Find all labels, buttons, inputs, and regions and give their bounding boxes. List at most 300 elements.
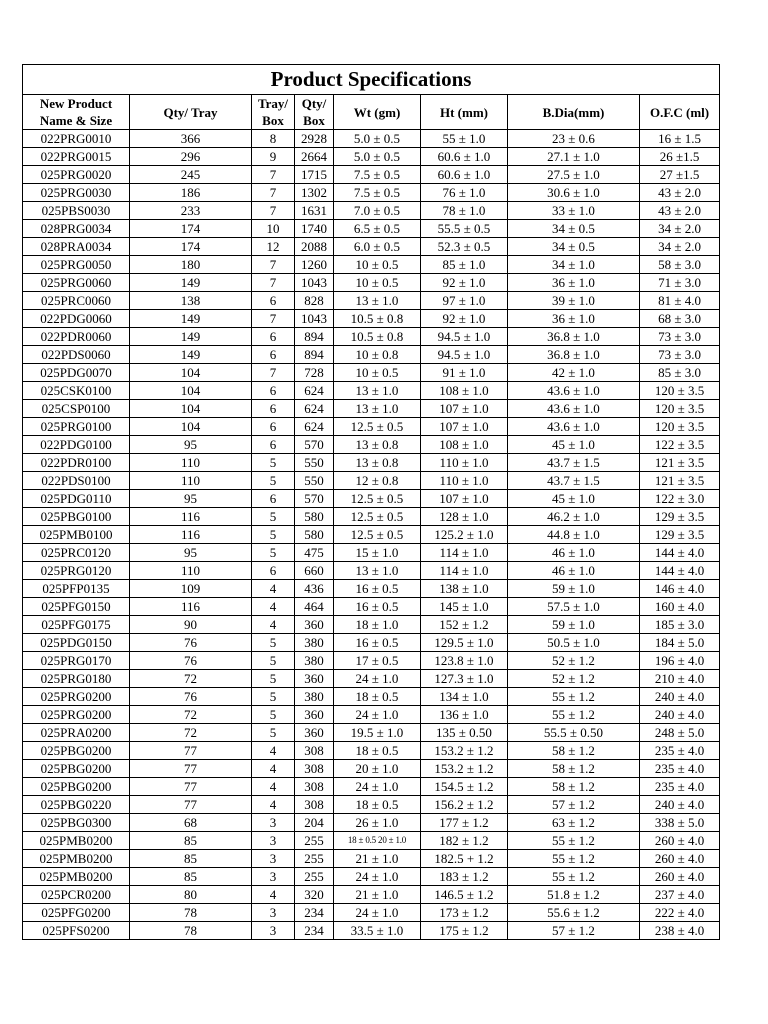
- table-cell: 7: [252, 310, 295, 328]
- table-row: [23, 688, 720, 706]
- table-cell: 5: [252, 526, 295, 544]
- table-cell: 114 ± 1.0: [421, 562, 508, 580]
- table-cell: 153.2 ± 1.2: [421, 760, 508, 778]
- table-cell: 122 ± 3.5: [640, 436, 720, 454]
- table-cell: 60.6 ± 1.0: [421, 166, 508, 184]
- table-body: [23, 130, 720, 940]
- table-cell: 110 ± 1.0: [421, 454, 508, 472]
- table-cell: 44.8 ± 1.0: [508, 526, 640, 544]
- table-cell: 134 ± 1.0: [421, 688, 508, 706]
- table-cell: 109: [130, 580, 252, 598]
- table-row: [23, 580, 720, 598]
- table-cell: 7: [252, 166, 295, 184]
- table-cell: 27.5 ± 1.0: [508, 166, 640, 184]
- table-cell: 025PFG0150: [23, 598, 130, 616]
- table-cell: 110: [130, 562, 252, 580]
- table-cell: 6.5 ± 0.5: [334, 220, 421, 238]
- table-row: [23, 472, 720, 490]
- table-cell: 85: [130, 832, 252, 850]
- table-cell: 7.0 ± 0.5: [334, 202, 421, 220]
- table-cell: 17 ± 0.5: [334, 652, 421, 670]
- table-cell: 114 ± 1.0: [421, 544, 508, 562]
- table-row: [23, 778, 720, 796]
- table-cell: 77: [130, 796, 252, 814]
- table-cell: 55 ± 1.2: [508, 688, 640, 706]
- column-header-line: New Product: [39, 96, 113, 111]
- table-cell: 360: [295, 724, 334, 742]
- table-cell: 025PBG0200: [23, 742, 130, 760]
- table-title-row: [23, 65, 720, 95]
- column-header-line: Box: [262, 113, 284, 128]
- table-cell: 10 ± 0.5: [334, 274, 421, 292]
- table-cell: 72: [130, 670, 252, 688]
- table-cell: 24 ± 1.0: [334, 778, 421, 796]
- table-cell: 025PDG0150: [23, 634, 130, 652]
- table-cell: 308: [295, 760, 334, 778]
- table-cell: 104: [130, 418, 252, 436]
- column-header-line: Qty/ Tray: [163, 104, 218, 120]
- table-cell: 34 ± 2.0: [640, 220, 720, 238]
- table-cell: 36.8 ± 1.0: [508, 328, 640, 346]
- table-cell: 4: [252, 742, 295, 760]
- table-cell: 3: [252, 868, 295, 886]
- table-cell: 308: [295, 796, 334, 814]
- table-cell: 308: [295, 742, 334, 760]
- table-cell: 34 ± 0.5: [508, 238, 640, 256]
- table-cell: 6: [252, 400, 295, 418]
- table-cell: 624: [295, 418, 334, 436]
- table-cell: 116: [130, 598, 252, 616]
- table-cell: 5: [252, 706, 295, 724]
- table-row: [23, 796, 720, 814]
- table-cell: 248 ± 5.0: [640, 724, 720, 742]
- table-cell: 174: [130, 220, 252, 238]
- table-cell: 6: [252, 346, 295, 364]
- table-row: [23, 364, 720, 382]
- table-cell: 52 ± 1.2: [508, 670, 640, 688]
- table-cell: 57.5 ± 1.0: [508, 598, 640, 616]
- table-cell: 022PDG0100: [23, 436, 130, 454]
- column-header: [23, 95, 130, 130]
- table-cell: 022PRG0015: [23, 148, 130, 166]
- table-cell: 77: [130, 778, 252, 796]
- table-cell: 235 ± 4.0: [640, 760, 720, 778]
- table-cell: 153.2 ± 1.2: [421, 742, 508, 760]
- table-cell: 43.7 ± 1.5: [508, 472, 640, 490]
- table-cell: 8: [252, 130, 295, 148]
- table-row: [23, 256, 720, 274]
- table-cell: 16 ± 1.5: [640, 130, 720, 148]
- table-cell: 45 ± 1.0: [508, 490, 640, 508]
- table-row: [23, 634, 720, 652]
- table-cell: 13 ± 1.0: [334, 400, 421, 418]
- column-header: [295, 95, 334, 130]
- table-cell: 9: [252, 148, 295, 166]
- table-cell: 7: [252, 364, 295, 382]
- table-cell: 6: [252, 562, 295, 580]
- table-cell: 18 ± 0.5 20 ± 1.0: [334, 832, 421, 850]
- table-cell: 025PRC0060: [23, 292, 130, 310]
- table-cell: 110 ± 1.0: [421, 472, 508, 490]
- table-cell: 238 ± 4.0: [640, 922, 720, 940]
- table-cell: 025PCR0200: [23, 886, 130, 904]
- table-row: [23, 814, 720, 832]
- table-cell: 025PFG0200: [23, 904, 130, 922]
- table-cell: 57 ± 1.2: [508, 922, 640, 940]
- table-cell: 36 ± 1.0: [508, 310, 640, 328]
- table-cell: 025PMB0100: [23, 526, 130, 544]
- table-cell: 156.2 ± 1.2: [421, 796, 508, 814]
- table-cell: 55 ± 1.2: [508, 850, 640, 868]
- table-title: Product Specifications: [23, 65, 720, 95]
- table-cell: 55 ± 1.2: [508, 832, 640, 850]
- table-cell: 660: [295, 562, 334, 580]
- table-cell: 50.5 ± 1.0: [508, 634, 640, 652]
- table-cell: 108 ± 1.0: [421, 436, 508, 454]
- column-header-line: Qty/: [301, 96, 327, 111]
- table-cell: 78 ± 1.0: [421, 202, 508, 220]
- table-cell: 4: [252, 598, 295, 616]
- table-header-row: [23, 95, 720, 130]
- table-cell: 3: [252, 832, 295, 850]
- table-cell: 12.5 ± 0.5: [334, 490, 421, 508]
- table-cell: 235 ± 4.0: [640, 778, 720, 796]
- table-cell: 104: [130, 364, 252, 382]
- table-cell: 21 ± 1.0: [334, 850, 421, 868]
- table-cell: 624: [295, 400, 334, 418]
- table-row: [23, 760, 720, 778]
- table-row: [23, 166, 720, 184]
- product-specifications-table: [22, 64, 720, 940]
- table-cell: 68: [130, 814, 252, 832]
- table-cell: 12: [252, 238, 295, 256]
- table-cell: 120 ± 3.5: [640, 382, 720, 400]
- table-cell: 24 ± 1.0: [334, 670, 421, 688]
- table-cell: 183 ± 1.2: [421, 868, 508, 886]
- table-cell: 6.0 ± 0.5: [334, 238, 421, 256]
- table-cell: 36 ± 1.0: [508, 274, 640, 292]
- table-cell: 828: [295, 292, 334, 310]
- table-cell: 55 ± 1.2: [508, 868, 640, 886]
- table-cell: 68 ± 3.0: [640, 310, 720, 328]
- table-cell: 240 ± 4.0: [640, 706, 720, 724]
- table-cell: 196 ± 4.0: [640, 652, 720, 670]
- table-cell: 59 ± 1.0: [508, 616, 640, 634]
- table-cell: 121 ± 3.5: [640, 454, 720, 472]
- table-cell: 55.6 ± 1.2: [508, 904, 640, 922]
- table-row: [23, 904, 720, 922]
- table-cell: 57 ± 1.2: [508, 796, 640, 814]
- table-cell: 1260: [295, 256, 334, 274]
- table-cell: 022PDS0060: [23, 346, 130, 364]
- column-header: [252, 95, 295, 130]
- table-cell: 025PDG0070: [23, 364, 130, 382]
- table-cell: 149: [130, 346, 252, 364]
- table-cell: 10 ± 0.5: [334, 256, 421, 274]
- table-cell: 360: [295, 706, 334, 724]
- table-cell: 570: [295, 490, 334, 508]
- table-row: [23, 526, 720, 544]
- table-cell: 55 ± 1.0: [421, 130, 508, 148]
- table-cell: 26 ± 1.0: [334, 814, 421, 832]
- table-cell: 173 ± 1.2: [421, 904, 508, 922]
- table-cell: 6: [252, 490, 295, 508]
- table-cell: 46 ± 1.0: [508, 562, 640, 580]
- table-row: [23, 922, 720, 940]
- table-cell: 182.5 + 1.2: [421, 850, 508, 868]
- table-cell: 136 ± 1.0: [421, 706, 508, 724]
- table-cell: 107 ± 1.0: [421, 400, 508, 418]
- table-cell: 7.5 ± 0.5: [334, 166, 421, 184]
- table-cell: 144 ± 4.0: [640, 544, 720, 562]
- table-cell: 245: [130, 166, 252, 184]
- column-header: [508, 95, 640, 130]
- table-cell: 72: [130, 724, 252, 742]
- table-cell: 728: [295, 364, 334, 382]
- table-cell: 025PRG0200: [23, 688, 130, 706]
- column-header-line: B.Dia(mm): [542, 104, 605, 120]
- table-cell: 10.5 ± 0.8: [334, 310, 421, 328]
- table-cell: 624: [295, 382, 334, 400]
- table-cell: 138 ± 1.0: [421, 580, 508, 598]
- table-cell: 7.5 ± 0.5: [334, 184, 421, 202]
- table-cell: 46 ± 1.0: [508, 544, 640, 562]
- table-cell: 025PDG0110: [23, 490, 130, 508]
- table-row: [23, 490, 720, 508]
- table-cell: 116: [130, 508, 252, 526]
- table-row: [23, 544, 720, 562]
- table-cell: 185 ± 3.0: [640, 616, 720, 634]
- table-cell: 5: [252, 634, 295, 652]
- table-cell: 24 ± 1.0: [334, 706, 421, 724]
- table-row: [23, 706, 720, 724]
- table-row: [23, 238, 720, 256]
- table-cell: 222 ± 4.0: [640, 904, 720, 922]
- table-cell: 025PBG0100: [23, 508, 130, 526]
- table-cell: 43 ± 2.0: [640, 184, 720, 202]
- table-cell: 72: [130, 706, 252, 724]
- table-cell: 1043: [295, 274, 334, 292]
- table-cell: 107 ± 1.0: [421, 490, 508, 508]
- table-cell: 360: [295, 616, 334, 634]
- table-cell: 5: [252, 544, 295, 562]
- table-cell: 184 ± 5.0: [640, 634, 720, 652]
- table-cell: 1043: [295, 310, 334, 328]
- table-cell: 186: [130, 184, 252, 202]
- table-cell: 380: [295, 688, 334, 706]
- table-cell: 90: [130, 616, 252, 634]
- table-cell: 33 ± 1.0: [508, 202, 640, 220]
- table-cell: 154.5 ± 1.2: [421, 778, 508, 796]
- table-cell: 366: [130, 130, 252, 148]
- table-cell: 16 ± 0.5: [334, 634, 421, 652]
- table-cell: 27.1 ± 1.0: [508, 148, 640, 166]
- table-row: [23, 454, 720, 472]
- table-cell: 210 ± 4.0: [640, 670, 720, 688]
- table-cell: 240 ± 4.0: [640, 688, 720, 706]
- table-cell: 120 ± 3.5: [640, 400, 720, 418]
- table-cell: 95: [130, 490, 252, 508]
- table-cell: 436: [295, 580, 334, 598]
- table-cell: 42 ± 1.0: [508, 364, 640, 382]
- table-cell: 550: [295, 454, 334, 472]
- table-cell: 025PMB0200: [23, 832, 130, 850]
- table-cell: 43.6 ± 1.0: [508, 418, 640, 436]
- table-cell: 022PDG0060: [23, 310, 130, 328]
- table-cell: 71 ± 3.0: [640, 274, 720, 292]
- table-cell: 025PMB0200: [23, 850, 130, 868]
- table-cell: 025PRG0120: [23, 562, 130, 580]
- table-cell: 24 ± 1.0: [334, 904, 421, 922]
- table-row: [23, 652, 720, 670]
- table-cell: 177 ± 1.2: [421, 814, 508, 832]
- table-cell: 025PBS0030: [23, 202, 130, 220]
- table-cell: 255: [295, 832, 334, 850]
- table-cell: 5: [252, 508, 295, 526]
- column-header-line: Name & Size: [39, 113, 113, 128]
- table-cell: 260 ± 4.0: [640, 868, 720, 886]
- table-cell: 3: [252, 904, 295, 922]
- table-cell: 18 ± 0.5: [334, 796, 421, 814]
- table-cell: 43.7 ± 1.5: [508, 454, 640, 472]
- table-row: [23, 184, 720, 202]
- table-cell: 174: [130, 238, 252, 256]
- table-cell: 15 ± 1.0: [334, 544, 421, 562]
- table-cell: 146 ± 4.0: [640, 580, 720, 598]
- table-cell: 27 ±1.5: [640, 166, 720, 184]
- table-cell: 4: [252, 616, 295, 634]
- table-cell: 025PRG0100: [23, 418, 130, 436]
- table-cell: 108 ± 1.0: [421, 382, 508, 400]
- table-cell: 146.5 ± 1.2: [421, 886, 508, 904]
- table-cell: 55 ± 1.2: [508, 706, 640, 724]
- table-cell: 92 ± 1.0: [421, 274, 508, 292]
- table-cell: 76: [130, 634, 252, 652]
- table-cell: 028PRA0034: [23, 238, 130, 256]
- column-header-line: Box: [303, 113, 325, 128]
- table-cell: 76: [130, 652, 252, 670]
- table-cell: 025PRA0200: [23, 724, 130, 742]
- table-cell: 10.5 ± 0.8: [334, 328, 421, 346]
- table-row: [23, 670, 720, 688]
- table-cell: 025PMB0200: [23, 868, 130, 886]
- table-cell: 149: [130, 274, 252, 292]
- table-row: [23, 418, 720, 436]
- table-cell: 110: [130, 454, 252, 472]
- table-cell: 43.6 ± 1.0: [508, 382, 640, 400]
- table-cell: 24 ± 1.0: [334, 868, 421, 886]
- table-row: [23, 742, 720, 760]
- table-row: [23, 148, 720, 166]
- table-cell: 135 ± 0.50: [421, 724, 508, 742]
- table-cell: 63 ± 1.2: [508, 814, 640, 832]
- table-cell: 12 ± 0.8: [334, 472, 421, 490]
- table-cell: 45 ± 1.0: [508, 436, 640, 454]
- table-row: [23, 202, 720, 220]
- table-cell: 85 ± 1.0: [421, 256, 508, 274]
- table-cell: 43.6 ± 1.0: [508, 400, 640, 418]
- table-cell: 235 ± 4.0: [640, 742, 720, 760]
- table-cell: 92 ± 1.0: [421, 310, 508, 328]
- table-cell: 13 ± 1.0: [334, 382, 421, 400]
- table-cell: 580: [295, 508, 334, 526]
- table-cell: 16 ± 0.5: [334, 580, 421, 598]
- table-cell: 12.5 ± 0.5: [334, 508, 421, 526]
- table-cell: 85 ± 3.0: [640, 364, 720, 382]
- table-cell: 129 ± 3.5: [640, 508, 720, 526]
- table-cell: 16 ± 0.5: [334, 598, 421, 616]
- table-cell: 025PFP0135: [23, 580, 130, 598]
- table-cell: 123.8 ± 1.0: [421, 652, 508, 670]
- table-cell: 3: [252, 922, 295, 940]
- table-cell: 21 ± 1.0: [334, 886, 421, 904]
- table-cell: 894: [295, 328, 334, 346]
- table-cell: 5.0 ± 0.5: [334, 148, 421, 166]
- table-cell: 122 ± 3.0: [640, 490, 720, 508]
- table-cell: 46.2 ± 1.0: [508, 508, 640, 526]
- table-cell: 43 ± 2.0: [640, 202, 720, 220]
- table-cell: 4: [252, 886, 295, 904]
- table-cell: 2664: [295, 148, 334, 166]
- table-cell: 10: [252, 220, 295, 238]
- table-cell: 18 ± 0.5: [334, 688, 421, 706]
- table-cell: 360: [295, 670, 334, 688]
- table-cell: 145 ± 1.0: [421, 598, 508, 616]
- table-cell: 80: [130, 886, 252, 904]
- table-cell: 58 ± 1.2: [508, 778, 640, 796]
- table-cell: 95: [130, 544, 252, 562]
- table-row: [23, 346, 720, 364]
- table-cell: 116: [130, 526, 252, 544]
- table-cell: 234: [295, 904, 334, 922]
- table-cell: 025CSP0100: [23, 400, 130, 418]
- table-cell: 76: [130, 688, 252, 706]
- table-cell: 78: [130, 904, 252, 922]
- table-cell: 13 ± 1.0: [334, 292, 421, 310]
- table-row: [23, 886, 720, 904]
- table-cell: 2088: [295, 238, 334, 256]
- table-cell: 34 ± 0.5: [508, 220, 640, 238]
- table-cell: 104: [130, 400, 252, 418]
- column-header: [334, 95, 421, 130]
- table-cell: 296: [130, 148, 252, 166]
- table-cell: 26 ±1.5: [640, 148, 720, 166]
- table-cell: 308: [295, 778, 334, 796]
- table-cell: 022PDR0060: [23, 328, 130, 346]
- table-cell: 4: [252, 796, 295, 814]
- table-cell: 51.8 ± 1.2: [508, 886, 640, 904]
- table-cell: 022PDS0100: [23, 472, 130, 490]
- table-cell: 022PDR0100: [23, 454, 130, 472]
- table-cell: 240 ± 4.0: [640, 796, 720, 814]
- table-cell: 7: [252, 202, 295, 220]
- table-cell: 255: [295, 868, 334, 886]
- table-row: [23, 562, 720, 580]
- table-cell: 5: [252, 670, 295, 688]
- table-cell: 144 ± 4.0: [640, 562, 720, 580]
- column-header: [421, 95, 508, 130]
- table-cell: 77: [130, 760, 252, 778]
- table-row: [23, 436, 720, 454]
- table-cell: 894: [295, 346, 334, 364]
- table-cell: 30.6 ± 1.0: [508, 184, 640, 202]
- table-row: [23, 616, 720, 634]
- table-cell: 338 ± 5.0: [640, 814, 720, 832]
- table-cell: 13 ± 1.0: [334, 562, 421, 580]
- table-cell: 18 ± 0.5: [334, 742, 421, 760]
- table-cell: 260 ± 4.0: [640, 832, 720, 850]
- table-cell: 97 ± 1.0: [421, 292, 508, 310]
